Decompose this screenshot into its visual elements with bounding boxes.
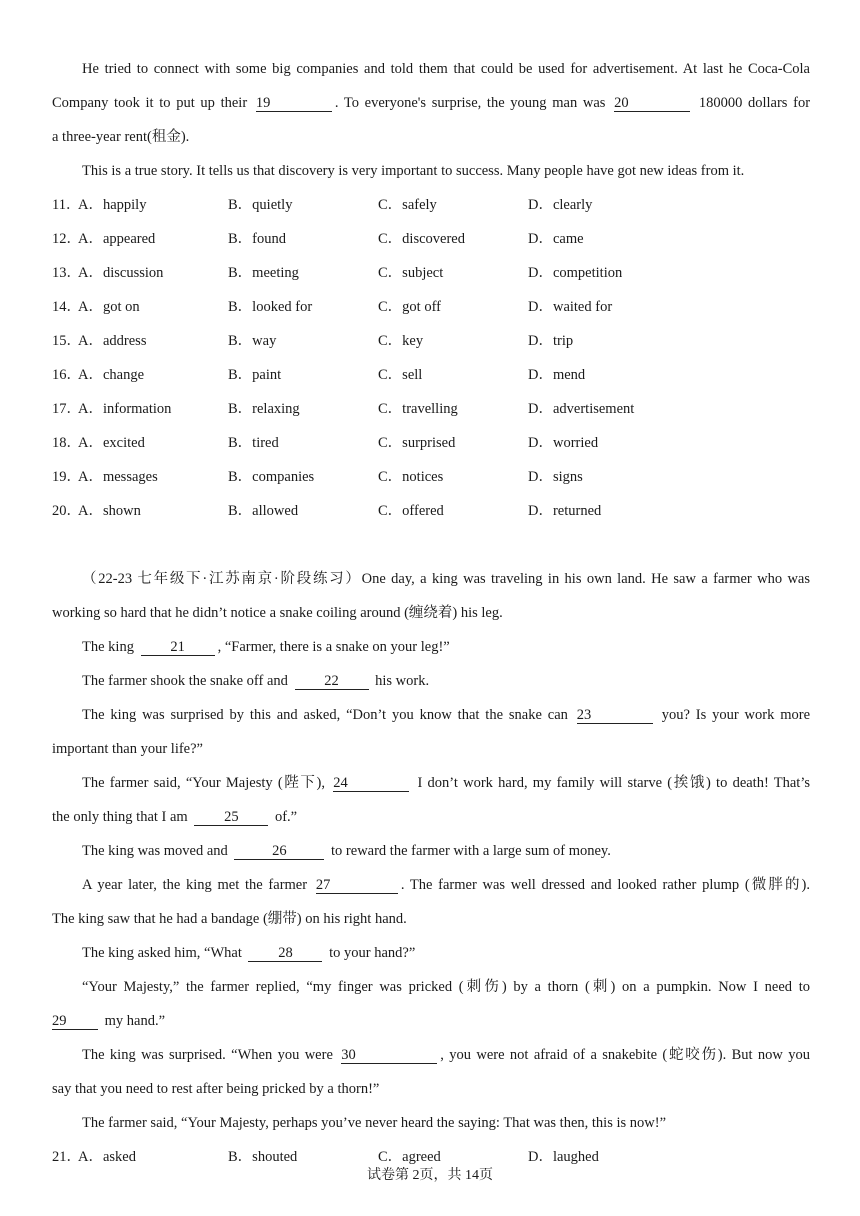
passage-line — [52, 936, 810, 970]
blank-26[interactable]: 26 — [234, 843, 324, 860]
blank-25[interactable]: 25 — [194, 809, 268, 826]
text: of.” — [274, 809, 298, 825]
question-number: 14． — [52, 299, 81, 315]
option-c[interactable]: C．travelling — [378, 401, 458, 417]
option-b[interactable]: B．paint — [228, 367, 282, 383]
text: The king was surprised. “When you were — [82, 1047, 333, 1063]
option-d[interactable]: D．signs — [528, 469, 583, 485]
option-d[interactable]: D．returned — [528, 503, 602, 519]
text: 180000 dollars for — [698, 95, 810, 111]
passage-line — [52, 834, 810, 868]
text: The king was surprised by this and asked, “Don’t you know that the snake can — [82, 707, 568, 723]
option-b[interactable]: B．shouted — [228, 1149, 298, 1165]
passage-line: say that you need to rest after being pricked by a thorn!” — [52, 1081, 380, 1097]
question-row — [52, 222, 810, 256]
passage-line: “Your Majesty,” the farmer replied, “my finger was pricked (刺伤) by a thorn (刺) on a pumpkin. Now I need to — [82, 979, 810, 995]
question-row — [52, 188, 810, 222]
option-d[interactable]: D．trip — [528, 333, 574, 349]
blank-22[interactable]: 22 — [295, 673, 369, 690]
option-c[interactable]: C．safely — [378, 197, 437, 213]
text: , you were not afraid of a snakebite (蛇咬伤). But now you — [440, 1047, 810, 1063]
question-row — [52, 358, 810, 392]
option-a[interactable]: A．information — [78, 401, 172, 417]
text: The farmer shook the snake off and — [82, 673, 288, 689]
question-number: 13． — [52, 265, 81, 281]
passage-line — [52, 630, 810, 664]
question-row — [52, 392, 810, 426]
passage-line: He tried to connect with some big companies and told them that could be used for advertisement. At last he Coca-Cola — [82, 61, 810, 77]
text: The king — [82, 639, 134, 655]
blank-24[interactable]: 24 — [333, 775, 409, 792]
blank-19[interactable]: 19 — [256, 95, 332, 112]
question-number: 18． — [52, 435, 81, 451]
text: you? Is your work more — [661, 707, 810, 723]
option-a[interactable]: A．got on — [78, 299, 140, 315]
option-a[interactable]: A．excited — [78, 435, 145, 451]
text: . To everyone's surprise, the young man was — [334, 95, 606, 111]
blank-30[interactable]: 30 — [341, 1047, 437, 1064]
option-c[interactable]: C．agreed — [378, 1149, 441, 1165]
option-b[interactable]: B．relaxing — [228, 401, 300, 417]
blank-21[interactable]: 21 — [141, 639, 215, 656]
option-d[interactable]: D．advertisement — [528, 401, 635, 417]
option-a[interactable]: A．shown — [78, 503, 141, 519]
question-row — [52, 494, 810, 528]
passage-line — [52, 868, 810, 902]
passage-line: This is a true story. It tells us that discovery is very important to success. Many people have got new ideas from it. — [82, 163, 745, 179]
passage-line: The farmer said, “Your Majesty, perhaps you’ve never heard the saying: That was then, this is now!” — [82, 1115, 667, 1131]
text: to reward the farmer with a large sum of money. — [331, 843, 611, 859]
option-a[interactable]: A．discussion — [78, 265, 164, 281]
question-number: 17． — [52, 401, 81, 417]
option-b[interactable]: B．allowed — [228, 503, 299, 519]
passage-line — [52, 86, 810, 120]
question-number: 19． — [52, 469, 81, 485]
option-d[interactable]: D．came — [528, 231, 584, 247]
text: Company took it to put up their — [52, 95, 248, 111]
page-footer: 试卷第 2页，共 14页 — [367, 1168, 493, 1183]
option-a[interactable]: A．change — [78, 367, 145, 383]
question-row — [52, 290, 810, 324]
option-c[interactable]: C．surprised — [378, 435, 456, 451]
passage-line: important than your life?” — [52, 741, 203, 757]
passage-line: The king saw that he had a bandage (绷带) on his right hand. — [52, 911, 407, 927]
blank-29[interactable]: 29 — [52, 1013, 98, 1030]
option-b[interactable]: B．companies — [228, 469, 315, 485]
text: The king was moved and — [82, 843, 228, 859]
passage-line: a three-year rent(租金). — [52, 129, 190, 145]
question-number: 11． — [52, 197, 81, 213]
option-a[interactable]: A．asked — [78, 1149, 136, 1165]
text: to your hand?” — [329, 945, 416, 961]
text: . The farmer was well dressed and looked rather plump (微胖的). — [400, 877, 810, 893]
section-gap — [52, 528, 810, 562]
option-c[interactable]: C．sell — [378, 367, 423, 383]
option-d[interactable]: D．laughed — [528, 1149, 599, 1165]
question-number: 12． — [52, 231, 81, 247]
text: I don’t work hard, my family will starve (挨饿) to death! That’s — [417, 775, 810, 791]
question-row — [52, 256, 810, 290]
question-number: 16． — [52, 367, 81, 383]
option-c[interactable]: C．discovered — [378, 231, 465, 247]
option-c[interactable]: C．got off — [378, 299, 441, 315]
option-c[interactable]: C．subject — [378, 265, 444, 281]
option-d[interactable]: D．waited for — [528, 299, 613, 315]
option-c[interactable]: C．key — [378, 333, 424, 349]
option-d[interactable]: D．competition — [528, 265, 623, 281]
passage-line — [52, 766, 810, 800]
text: my hand.” — [104, 1013, 166, 1029]
option-d[interactable]: D．clearly — [528, 197, 593, 213]
question-row — [52, 324, 810, 358]
question-number: 21． — [52, 1149, 81, 1165]
text: , “Farmer, there is a snake on your leg!” — [217, 639, 450, 655]
question-list — [52, 188, 810, 528]
passage-line — [52, 1004, 810, 1038]
option-b[interactable]: B．found — [228, 231, 286, 247]
text: the only thing that I am — [52, 809, 188, 825]
passage-line — [52, 1038, 810, 1072]
option-a[interactable]: A．address — [78, 333, 147, 349]
option-d[interactable]: D．mend — [528, 367, 586, 383]
option-a[interactable]: A．messages — [78, 469, 158, 485]
option-c[interactable]: C．notices — [378, 469, 444, 485]
blank-27[interactable]: 27 — [316, 877, 398, 894]
passage-line — [52, 664, 810, 698]
text: A year later, the king met the farmer — [82, 877, 308, 893]
question-number: 15． — [52, 333, 81, 349]
option-b[interactable]: B．meeting — [228, 265, 299, 281]
option-d[interactable]: D．worried — [528, 435, 599, 451]
blank-23[interactable]: 23 — [577, 707, 653, 724]
option-b[interactable]: B．tired — [228, 435, 279, 451]
blank-28[interactable]: 28 — [248, 945, 322, 962]
option-a[interactable]: A．appeared — [78, 231, 156, 247]
option-c[interactable]: C．offered — [378, 503, 444, 519]
question-row — [52, 460, 810, 494]
blank-20[interactable]: 20 — [614, 95, 690, 112]
passage-line — [52, 800, 810, 834]
option-a[interactable]: A．happily — [78, 197, 147, 213]
passage-line: working so hard that he didn’t notice a snake coiling around (缠绕着) his leg. — [52, 605, 503, 621]
text: The king asked him, “What — [82, 945, 242, 961]
passage-line: （22-23 七年级下·江苏南京·阶段练习）One day, a king was traveling in his own land. He saw a farmer who was — [82, 571, 810, 587]
question-row — [52, 426, 810, 460]
text: The farmer said, “Your Majesty (陛下), — [82, 775, 325, 791]
text: his work. — [375, 673, 430, 689]
exam-page — [52, 52, 810, 1174]
option-b[interactable]: B．looked for — [228, 299, 313, 315]
passage-line — [52, 698, 810, 732]
option-b[interactable]: B．quietly — [228, 197, 293, 213]
question-number: 20． — [52, 503, 81, 519]
option-b[interactable]: B．way — [228, 333, 277, 349]
